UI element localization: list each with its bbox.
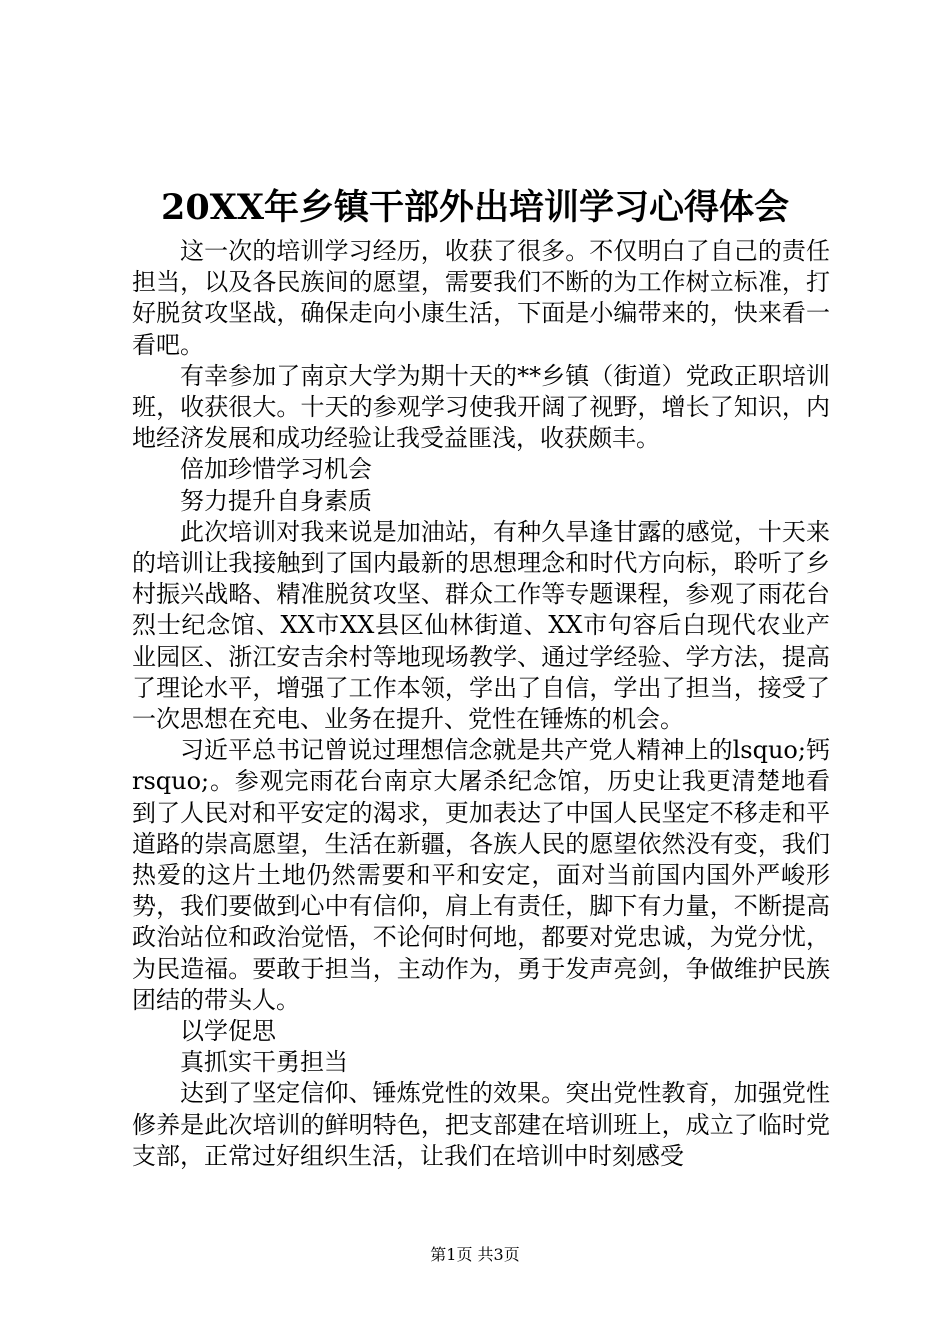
section-heading: 倍加珍惜学习机会	[180, 455, 372, 484]
body-paragraph: 习近平总书记曾说过理想信念就是共产党人精神上的lsquo;钙rsquo;。参观完雨花台南京大屠杀纪念馆，历史让我更清楚地看到了人民对和平安定的渴求，更加表达了中国人民坚定不移走和平道路的崇高愿望，生活在新疆，各族人民的愿望依然没有变，我们热爱的这片土地仍然需要和平和安定，面对当前国内国外严峻形势，我们要做到心中有信仰，肩上有责任，脚下有力量，不断提高政治站位和政治觉悟，不论何时何地，都要对党忠诚，为党分忧，为民造福。要敢于担当，主动作为，勇于发声亮剑，争做维护民族团结的带头人。	[132, 736, 830, 1014]
body-paragraph: 有幸参加了南京大学为期十天的**乡镇（街道）党政正职培训班，收获很大。十天的参观学习使我开阔了视野，增长了知识，内地经济发展和成功经验让我受益匪浅，收获颇丰。	[132, 361, 830, 453]
section-heading: 真抓实干勇担当	[180, 1048, 348, 1077]
body-paragraph: 此次培训对我来说是加油站，有种久旱逢甘露的感觉，十天来的培训让我接触到了国内最新的思想理念和时代方向标，聆听了乡村振兴战略、精准脱贫攻坚、群众工作等专题课程，参观了雨花台烈士纪念馆、XX市XX县区仙林街道、XX市句容后白现代农业产业园区、浙江安吉余村等地现场教学、通过学经验、学方法，提高了理论水平，增强了工作本领，学出了自信，学出了担当，接受了一次思想在充电、业务在提升、党性在锤炼的机会。	[132, 517, 830, 734]
body-paragraph: 这一次的培训学习经历，收获了很多。不仅明白了自己的责任担当，以及各民族间的愿望，需要我们不断的为工作树立标准，打好脱贫攻坚战，确保走向小康生活，下面是小编带来的，快来看一看吧。	[132, 237, 830, 359]
document-body	[132, 236, 830, 1172]
section-heading: 努力提升自身素质	[180, 486, 372, 515]
body-paragraph: 达到了坚定信仰、锤炼党性的效果。突出党性教育，加强党性修养是此次培训的鲜明特色，把支部建在培训班上，成立了临时党支部，正常过好组织生活，让我们在培训中时刻感受	[132, 1079, 830, 1170]
page-number: 第1页 共3页	[430, 1245, 520, 1264]
document-title: 20XX年乡镇干部外出培训学习心得体会	[160, 187, 790, 228]
section-heading: 以学促思	[180, 1017, 276, 1046]
